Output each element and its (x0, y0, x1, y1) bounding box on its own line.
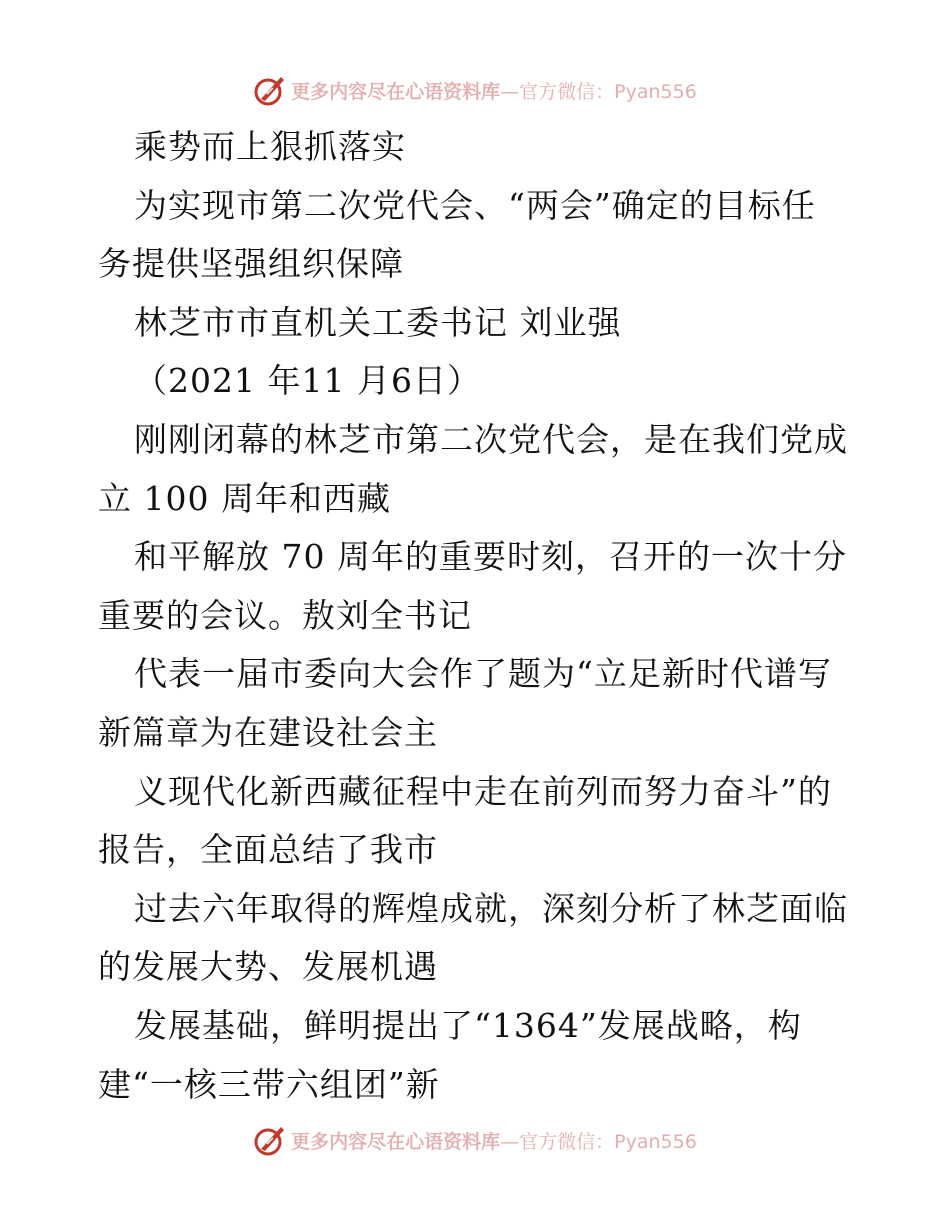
paragraph-line: 发展基础，鲜明提出了“1364”发展战略，构 (134, 1005, 802, 1045)
paragraph-line: 义现代化新西藏征程中走在前列而努力奋斗”的 (134, 771, 832, 811)
paragraph-line: 建“一核三带六组团”新 (98, 1064, 440, 1104)
quill-logo-icon (253, 1123, 287, 1157)
subtitle-line: 为实现市第二次党代会、“两会”确定的目标任 (134, 185, 816, 225)
author-line: 林芝市市直机关工委书记 刘业强 (134, 302, 622, 342)
quill-logo-icon (253, 73, 287, 107)
wechat-id-watermark: —官方微信：Pyan556 (500, 1130, 697, 1153)
wechat-id-watermark: —官方微信：Pyan556 (500, 80, 697, 103)
paragraph-line: 立 100 周年和西藏 (98, 478, 391, 518)
paragraph-line: 重要的会议。敖刘全书记 (98, 595, 472, 635)
site-name-watermark: 更多内容尽在心语资料库 (291, 1130, 501, 1153)
site-name-watermark: 更多内容尽在心语资料库 (291, 80, 501, 103)
paragraph-line: 报告，全面总结了我市 (98, 830, 438, 870)
footer-watermark-banner (0, 1120, 950, 1160)
header-watermark-banner (0, 70, 950, 110)
paragraph-line: 的发展大势、发展机遇 (98, 947, 438, 987)
article-title: 乘势而上狠抓落实 (134, 127, 406, 166)
paragraph-line: 过去六年取得的辉煌成就，深刻分析了林芝面临 (134, 888, 848, 928)
document-body (98, 118, 858, 1114)
paragraph-line: 代表一届市委向大会作了题为“立足新时代谱写 (134, 654, 832, 694)
paragraph-line: 刚刚闭幕的林芝市第二次党代会，是在我们党成 (134, 419, 848, 459)
date-line: （2021 年11 月6日） (134, 361, 481, 401)
paragraph-line: 和平解放 70 周年的重要时刻，召开的一次十分 (134, 537, 847, 577)
paragraph-line: 新篇章为在建设社会主 (98, 712, 438, 752)
subtitle-line: 务提供坚强组织保障 (98, 244, 404, 284)
